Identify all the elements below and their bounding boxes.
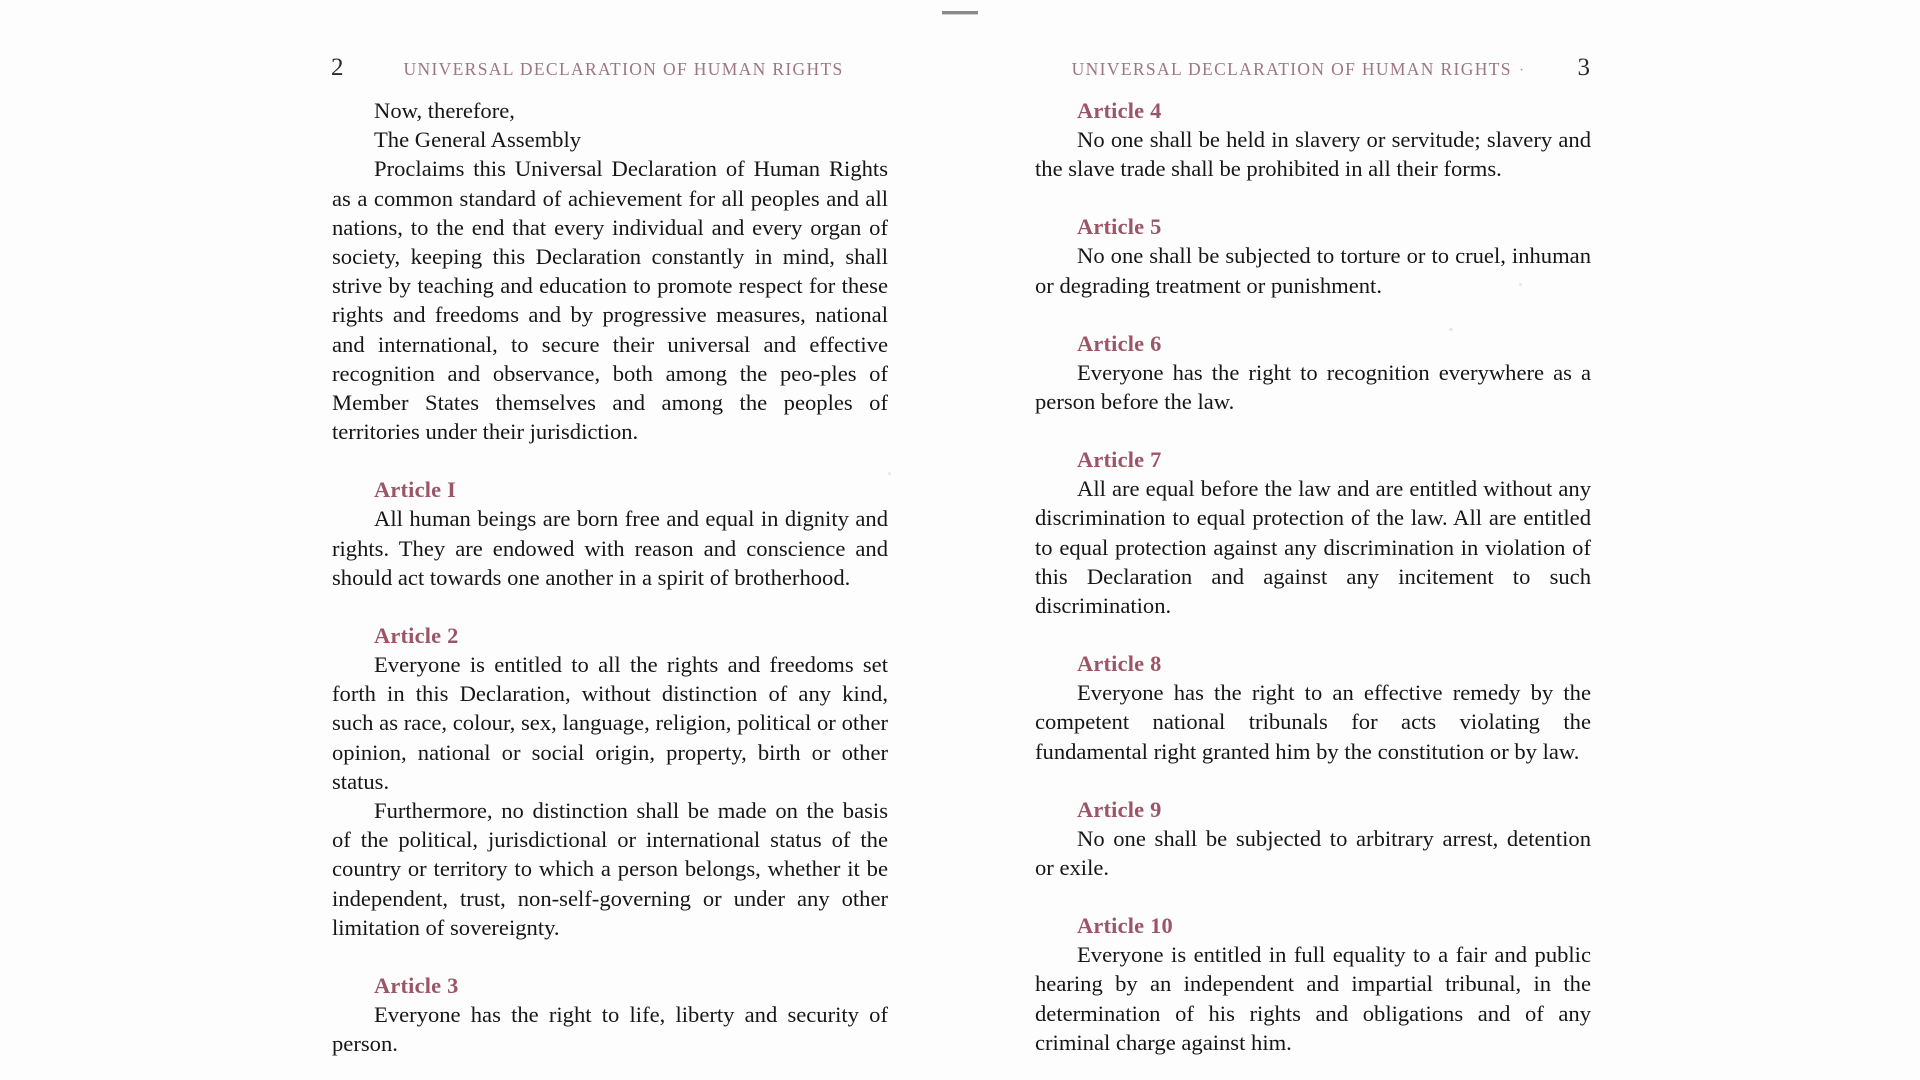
right-page [960, 0, 1920, 1080]
article-heading-10: Article 10 [1077, 913, 1173, 939]
running-head-left [331, 55, 891, 81]
article-heading-1: Article I [374, 477, 456, 503]
article-3-paragraph-1: Everyone has the right to life, liberty and security of person. [332, 1002, 888, 1057]
article-10-paragraph-1: Everyone is entitled in full equality to a fair and public hearing by an independent and impartial tribunal, in the determination of his rights and obligations and of any criminal charge against him. [1035, 942, 1591, 1055]
running-head-title-right-text: UNIVERSAL DECLARATION OF HUMAN RIGHTS [1071, 59, 1512, 79]
article-heading-3: Article 3 [374, 973, 459, 999]
article-8-paragraph-1: Everyone has the right to an effective remedy by the competent national tribunals for acts violating the fundamental right granted him by the constitution or by law. [1035, 680, 1591, 764]
preamble-proclaims-paragraph: Proclaims this Universal Declaration of Human Rights as a common standard of achievement for all peoples and all nations, to the end that every individual and every organ of society, keeping this Declaration constantly in mind, shall strive by teaching and education to promote respect for these rights and freedoms and by progressive measures, national and international, to secure their universal and effective recognition and observance, both among the peo-ples of Member States themselves and among the peoples of territories under their jurisdiction. [332, 156, 888, 445]
article-5-paragraph-1: No one shall be subjected to torture or to cruel, inhuman or degrading treatment or punishment. [1035, 243, 1591, 298]
page-number-right: 3 [1577, 54, 1590, 81]
running-head-title-right [1072, 61, 1526, 79]
preamble-line-now-therefore: Now, therefore, [374, 98, 515, 123]
article-heading-4: Article 4 [1077, 98, 1162, 123]
left-column-text [332, 96, 888, 1058]
article-7-paragraph-1: All are equal before the law and are entitled without any discrimination to equal protection of the law. All are entitled to equal protection against any discrimination in violation of this Declaration and against any incitement to such discrimination. [1035, 476, 1591, 619]
running-head-right [1035, 55, 1590, 81]
article-heading-5: Article 5 [1077, 214, 1162, 240]
article-4-paragraph-1: No one shall be held in slavery or servitude; slavery and the slave trade shall be prohibited in all their forms. [1035, 127, 1591, 182]
running-head-title-left: UNIVERSAL DECLARATION OF HUMAN RIGHTS [403, 59, 844, 79]
article-heading-9: Article 9 [1077, 796, 1162, 822]
article-9-paragraph-1: No one shall be subjected to arbitrary arrest, detention or exile. [1035, 825, 1591, 881]
preamble-line-general-assembly: The General Assembly [374, 127, 582, 153]
article-heading-8: Article 8 [1077, 651, 1162, 677]
right-column-text [1035, 96, 1591, 1057]
article-2-paragraph-1: Everyone is entitled to all the rights and freedoms set forth in this Declaration, without distinction of any kind, such as race, colour, sex, language, religion, political or other opinion, national or social origin, property, birth or other status. [332, 652, 888, 794]
article-6-paragraph-1: Everyone has the right to recognition everywhere as a person before the law. [1035, 359, 1591, 415]
running-head-trailing-mark: · [1518, 62, 1526, 79]
article-heading-7: Article 7 [1077, 447, 1162, 473]
article-1-paragraph-1: All human beings are born free and equal in dignity and rights. They are endowed with reason and conscience and should act towards one another in a spirit of brotherhood. [332, 506, 888, 590]
article-2-paragraph-2: Furthermore, no distinction shall be made on the basis of the political, jurisdictional or international status of the country or territory to which a person belongs, whether it be independent, trust, non-self-governing or under any other limitation of sovereignty. [332, 798, 888, 940]
article-heading-6: Article 6 [1077, 330, 1162, 356]
article-heading-2: Article 2 [374, 623, 459, 649]
page-number-left: 2 [331, 54, 344, 81]
